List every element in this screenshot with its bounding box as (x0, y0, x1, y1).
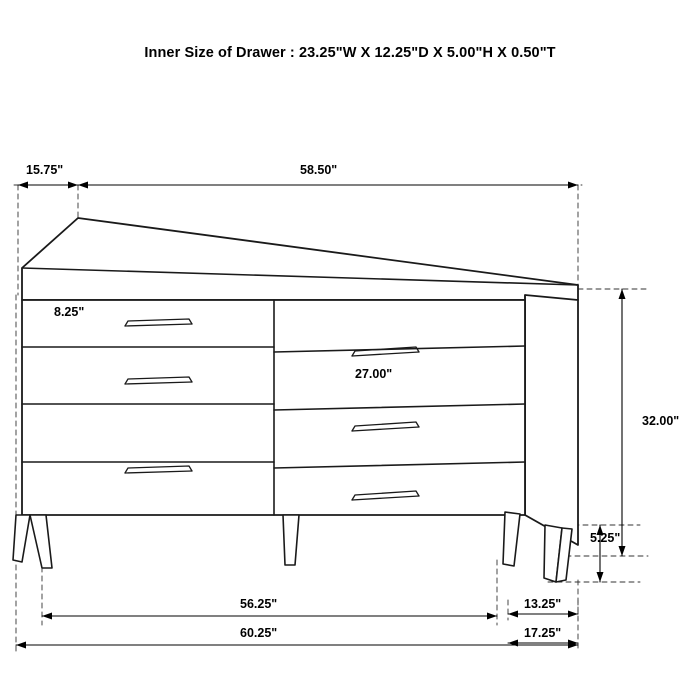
dimension-label-drawer-height: 8.25" (54, 305, 85, 319)
dimension-label-overall-width: 60.25" (240, 626, 278, 640)
page-title: Inner Size of Drawer : 23.25"W X 12.25"D X 5.00"H X 0.50"T (144, 45, 556, 61)
dimension-label-leg-height: 5.25" (590, 531, 621, 545)
dimension-label-total-height: 32.00" (642, 414, 680, 428)
dimension-label-depth-top: 15.75" (26, 163, 64, 177)
dimension-label-drawer-width: 27.00" (355, 367, 393, 381)
dimension-label-base-width: 56.25" (240, 597, 278, 611)
dimension-label-base-depth: 13.25" (524, 597, 562, 611)
dimension-label-overall-depth: 17.25" (524, 626, 562, 640)
dimension-label-width-top: 58.50" (300, 163, 338, 177)
